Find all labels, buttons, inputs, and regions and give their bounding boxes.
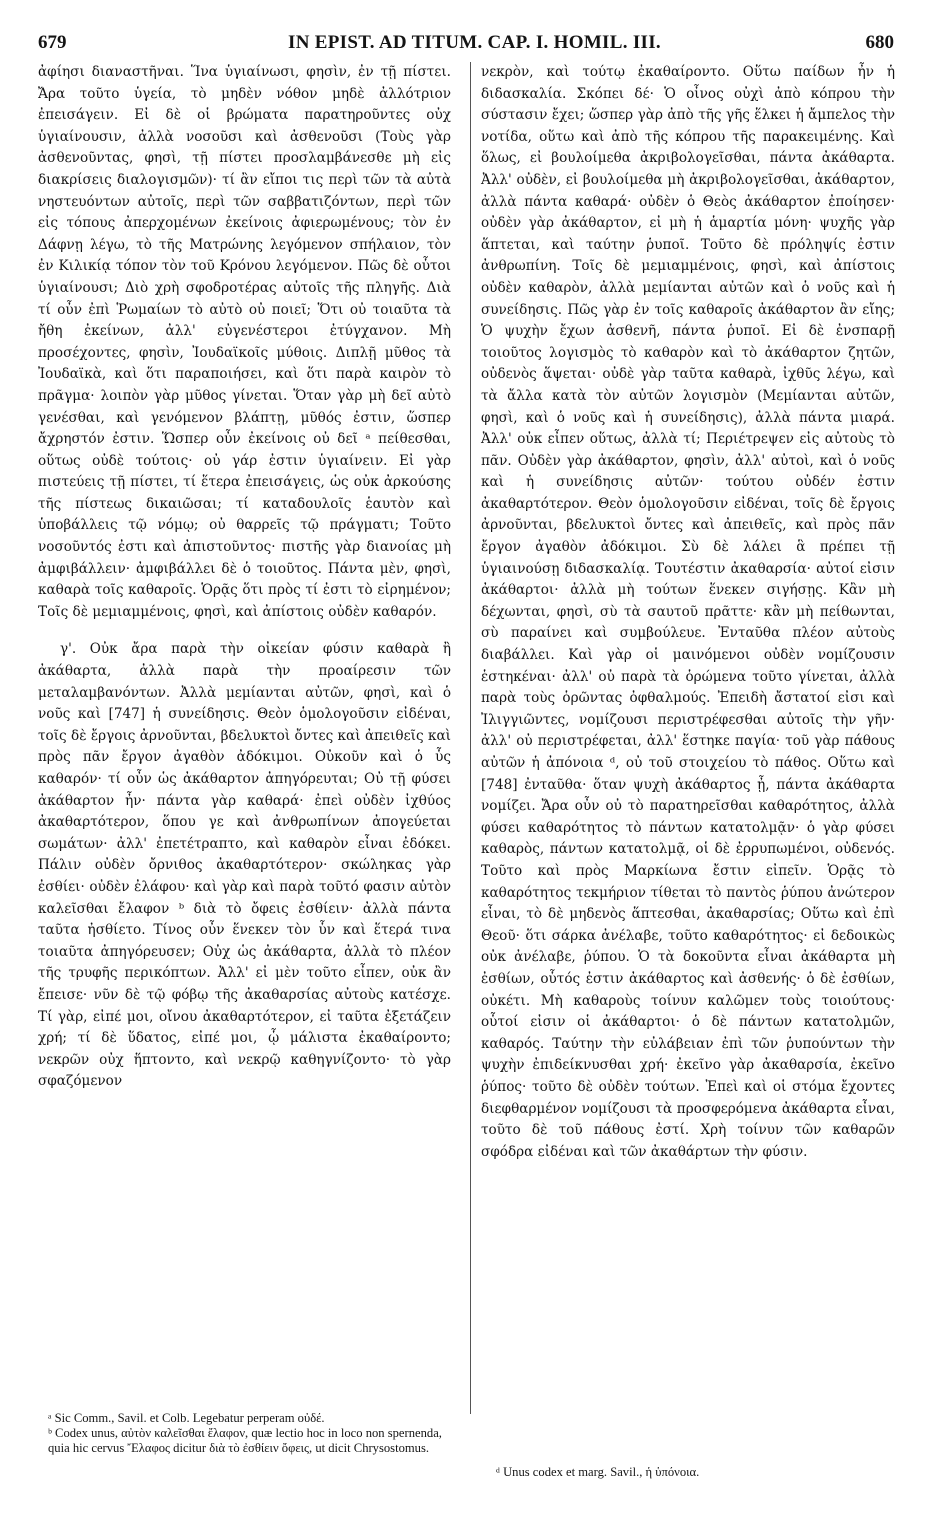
footnote-a: ᵃ Sic Comm., Savil. et Colb. Legebatur perperam οὐδέ. bbox=[48, 1411, 325, 1425]
running-title: IN EPIST. AD TITUM. CAP. I. HOMIL. III. bbox=[288, 32, 661, 53]
footnote-b: ᵇ Codex unus, αὐτὸν καλεῖσθαι ἔλαφον, quæ lectio hoc in loco non spernenda, quia hic cervus Ἔλαφος dicitur διὰ τὸ ἐσθίειν ὄφεις, ut dicit Chrysostomus. bbox=[48, 1426, 442, 1455]
left-column bbox=[38, 62, 451, 1093]
footnotes-left bbox=[48, 1411, 452, 1456]
page-number-right: 680 bbox=[865, 32, 894, 53]
paragraph: νεκρὸν, καὶ τούτῳ ἐκαθαίροντο. Οὕτω παίδων ἦν ἡ διδασκαλία. Σκόπει δέ· Ὁ οἶνος οὐχὶ ἀπὸ κόπρου τὴν σύστασιν ἔχει; ὥσπερ γὰρ ἀπὸ τῆς γῆς ἕλκει ἡ ἄμπελος τὴν νοτίδα, οὕτω καὶ ἀπὸ τῆς κόπρου τῆς παρακειμένης. Καὶ ὅλως, εἰ βουλοίμεθα ἀκριβολογεῖσθαι, πάντα ἀκάθαρτα. Ἀλλ' οὐδὲν, εἰ βουλοίμεθα μὴ ἀκριβολογεῖσθαι, ἀκάθαρτον, ἀλλὰ πάντα καθαρά· οὐδὲν ὁ Θεὸς ἀκάθαρτον ἐποίησεν· οὐδὲν γὰρ ἀκάθαρτον, εἰ μὴ ἡ ἁμαρτία μόνη· ψυχῆς γὰρ ἅπτεται, καὶ ταύτην ῥυποῖ. Τοῦτο δὲ πρόληψίς ἐστιν ἀνθρωπίνη. Τοῖς δὲ μεμιαμμένοις, φησὶ, καὶ ἀπίστοις οὐδὲν καθαρὸν, ἀλλὰ μεμίανται αὐτῶν καὶ ὁ νοῦς καὶ ἡ συνείδησις. Πῶς γὰρ ἐν τοῖς καθαροῖς ἀκάθαρτον ἂν εἴης; Ὁ ψυχὴν ἔχων ἀσθενῆ, πάντα ῥυποῖ. Εἰ δὲ ἐνσπαρῇ τοιοῦτος λογισμὸς τὸ καθαρὸν καὶ τὸ ἀκάθαρτον ζητῶν, οὐδενὸς ἅψεται· οὐδὲ γὰρ ταῦτα καθαρὰ, ἰχθῦς λέγω, καὶ τὰ ἄλλα κατὰ τὸν αὐτῶν λογισμὸν (Μεμίανται αὐτῶν, φησὶ, καὶ ὁ νοῦς καὶ ἡ συνείδησις), ἀλλὰ πάντα μιαρά. Ἀλλ' οὐκ εἶπεν οὕτως, ἀλλὰ τί; Περιέτρεψεν εἰς αὐτοὺς τὸ πᾶν. Οὐδὲν γὰρ ἀκάθαρτον, φησὶν, ἀλλ' αὐτοὶ, καὶ ὁ νοῦς καὶ ἡ συνείδησις αὐτῶν· τούτου οὐδέν ἐστιν ἀκαθαρτότερον. Θεὸν ὁμολογοῦσιν εἰδέναι, τοῖς δὲ ἔργοις ἀρνοῦνται, βδελυκτοὶ ὄντες καὶ ἀπειθεῖς, καὶ πρὸς πᾶν ἔργον ἀγαθὸν ἀδόκιμοι. Σὺ δὲ λάλει ἃ πρέπει τῇ ὑγιαινούσῃ διδασκαλίᾳ. Τουτέστιν ἀκαθαρσία· αὐτοί εἰσιν ἀκάθαρτοι· ἀλλὰ μὴ τούτων ἕνεκεν σιγήσῃς. Κἂν μὴ δέχωνται, φησὶ, σὺ τὰ σαυτοῦ πρᾶττε· κἂν μὴ πείθωνται, σὺ παραίνει καὶ συμβούλευε. Ἐνταῦθα πλέον αὐτοὺς διαβάλλει. Καὶ γὰρ οἱ μαινόμενοι οὐδὲν νομίζουσιν ἑστηκέναι· ἀλλ' οὐ παρὰ τὰ ὁρώμενα τοῦτο γίνεται, ἀλλὰ παρὰ τοὺς ὁρῶντας ὀφθαλμούς. Ἐπειδὴ ἄστατοί εἰσι καὶ Ἰλιγγιῶντες, νομίζουσι περιστρέφεσθαι αὐτοῖς τὴν γῆν· ἀλλ' οὐ περιστρέφεται, ἀλλ' ἕστηκε παγία· τοῦ γὰρ πάθους αὐτῶν ἡ ἀπόνοια ᵈ, οὐ τοῦ στοιχείου τὸ πάθος. Οὕτω καὶ [748] ἐνταῦθα· ὅταν ψυχὴ ἀκάθαρτος ᾖ, πάντα ἀκάθαρτα νομίζει. Ἄρα οὖν οὐ τὸ παρατηρεῖσθαι καθαρότητος, ἀλλὰ φύσει καθαρότητος τὸ πάντων κατατολμᾷν· ὁ γὰρ φύσει καθαρὸς, πάντων κατατολμᾷ, οἱ δὲ ἐρρυπωμένοι, οὐδενός. Τοῦτο καὶ πρὸς Μαρκίωνα ἔστιν εἰπεῖν. Ὁρᾷς τὸ καθαρότητος τεκμήριον τίθεται τὸ παντὸς ῥύπου ἀνώτερον εἶναι, τὸ δὲ μηδενὸς ἅπτεσθαι, ἀκαθαρσίας; Οὕτω καὶ ἐπὶ Θεοῦ· ὅτι σάρκα ἀνέλαβε, τοῦτο καθαρότητος· εἰ δεδοικὼς οὐκ ἀνέλαβε, ῥύπου. Ὁ τὰ δοκοῦντα εἶναι ἀκάθαρτα μὴ ἐσθίων, οὗτός ἐστιν ἀκάθαρτος καὶ ἀσθενής· ὁ δὲ ἐσθίων, οὐκέτι. Μὴ καθαροὺς τοίνυν καλῶμεν τοὺς τοιούτους· οὗτοί εἰσιν οἱ ἀκάθαρτοι· ὁ δὲ πάντων κατατολμῶν, καθαρός. Ταύτην τὴν εὐλάβειαν ἐπὶ τῶν ῥυπούντων τὴν ψυχὴν ἐπιδείκνυσθαι χρή· ἐκεῖνο γὰρ ἀκαθαρσία, ἐκεῖνο ῥύπος· τοῦτο δὲ οὐδὲν τούτων. Ἐπεὶ καὶ οἱ στόμα ἔχοντες διεφθαρμένον νομίζουσι τὰ προσφερόμενα ἀκάθαρτα εἶναι, τοῦτο δὲ τοῦ πάθους ἐστί. Χρὴ τοίνυν τῶν καθαρῶν σφόδρα εἰδέναι καὶ τῶν ἀκαθάρτων τὴν φύσιν. bbox=[481, 64, 895, 1160]
footnote-d: ᵈ Unus codex et marg. Savil., ἡ ὑπόνοια. bbox=[496, 1465, 700, 1479]
page-number-left: 679 bbox=[38, 32, 67, 53]
footnotes-right bbox=[496, 1465, 886, 1480]
paragraph: ἀφίησι διαναστῆναι. Ἵνα ὑγιαίνωσι, φησὶν, ἐν τῇ πίστει. Ἄρα τοῦτο ὑγεία, τὸ μηδὲν νόθον μηδὲ ἀλλότριον ἐπεισάγειν. Εἰ δὲ οἱ βρώματα παρατηροῦντες οὐχ ὑγιαίνουσιν, ἀλλὰ νοσοῦσι καὶ ἀσθενοῦσι (Τοὺς γὰρ ἀσθενοῦντας, φησὶ, τῇ πίστει προσλαμβάνεσθε μὴ εἰς διακρίσεις διαλογισμῶν)· τί ἂν εἴποι τις περὶ τῶν τὰ αὐτὰ νηστευόντων αὐτοῖς, περὶ τῶν σαββατιζόντων, περὶ τῶν εἰς τόπους ἀπερχομένων ἐκείνοις ἀφιερωμένους; τὸν ἐν Δάφνῃ λέγω, τὸ τῆς Ματρώνης λεγόμενον σπήλαιον, τὸν ἐν Κιλικίᾳ τόπον τὸν τοῦ Κρόνου λεγόμενον. Πῶς δὲ οὗτοι ὑγιαίνουσι; Διὸ χρὴ σφοδροτέρας αὐτοῖς τῆς πληγῆς. Διὰ τί οὖν ἐπὶ Ῥωμαίων τὸ αὐτὸ οὐ ποιεῖ; Ὅτι οὐ τοιαῦτα τὰ ἤθη ἐκείνων, ἀλλ' εὐγενέστεροι ἐτύγχανον. Μὴ προσέχοντες, φησὶν, Ἰουδαϊκοῖς μύθοις. Διπλῇ μῦθος τὰ Ἰουδαϊκὰ, καὶ ὅτι παραποιήσει, καὶ ὅτι παρὰ καιρὸν τὸ πρᾶγμα· λοιπὸν γὰρ μῦθος γίνεται. Ὅταν γὰρ μὴ δεῖ αὐτὸ γενέσθαι, καὶ γενόμενον βλάπτῃ, μῦθός ἐστιν, ὥσπερ ἄχρηστόν ἐστιν. Ὥσπερ οὖν ἐκείνοις οὐ δεῖ ᵃ πείθεσθαι, οὕτως οὐδὲ τούτοις· οὐ γάρ ἐστιν ὑγιαίνειν. Εἰ γὰρ πιστεύεις τῇ πίστει, τί ἕτερα ἐπεισάγεις, ὡς οὐκ ἀρκούσης τῆς πίστεως δικαιῶσαι; τί καταδουλοῖς ἑαυτὸν καὶ ὑποβάλλεις τῷ νόμῳ; οὐ θαρρεῖς τῷ πράγματι; Τοῦτο νοσοῦντός ἐστι καὶ ἀπιστοῦντος· πιστῆς γὰρ διανοίας μὴ ἀμφιβάλλειν· ἀμφιβάλλει δὲ ὁ τοιοῦτος. Πάντα μὲν, φησὶ, καθαρὰ τοῖς καθαροῖς. Ὁρᾷς ὅτι πρὸς τί ἐστι τὸ εἰρημένον; Τοῖς δὲ μεμιαμμένοις, φησὶ, καὶ ἀπίστοις οὐδὲν καθαρόν. bbox=[38, 64, 451, 620]
running-header bbox=[38, 32, 894, 56]
column-divider bbox=[470, 62, 471, 1414]
right-column bbox=[481, 62, 895, 1163]
paragraph-section-3: γ'. Οὐκ ἄρα παρὰ τὴν οἰκείαν φύσιν καθαρὰ ἢ ἀκάθαρτα, ἀλλὰ παρὰ τὴν προαίρεσιν τῶν μεταλαμβανόντων. Ἀλλὰ μεμίανται αὐτῶν, φησὶ, καὶ ὁ νοῦς καὶ [747] ἡ συνείδησις. Θεὸν ὁμολογοῦσιν εἰδέναι, τοῖς δὲ ἔργοις ἀρνοῦνται, βδελυκτοὶ ὄντες καὶ ἀπειθεῖς καὶ πρὸς πᾶν ἔργον ἀγαθὸν ἀδόκιμοι. Οὐκοῦν καὶ ὁ ὗς καθαρόν· τί οὖν ὡς ἀκάθαρτον ἀπηγόρευται; Οὐ τῇ φύσει ἀκάθαρτον ἦν· πάντα γὰρ καθαρά· ἐπεὶ οὐδὲν ἰχθύος ἀκαθαρτότερον, ὅπου γε καὶ ἀνθρωπίνων ἀπογεύεται σωμάτων· ἀλλ' ἐπετέτραπτο, καὶ καθαρὸν εἶναι ἐδόκει. Πάλιν οὐδὲν ὄρνιθος ἀκαθαρτότερον· σκώληκας γὰρ ἐσθίει· οὐδὲν ἐλάφου· καὶ γὰρ καὶ παρὰ τοῦτό φασιν αὐτὸν καλεῖσθαι ἔλαφον ᵇ διὰ τὸ ὄφεις ἐσθίειν· ἀλλὰ πάντα ταῦτα ἠσθίετο. Τίνος οὖν ἕνεκεν τὸν ὗν καὶ ἕτερά τινα τοιαῦτα ἀπηγόρευσεν; Οὐχ ὡς ἀκάθαρτα, ἀλλὰ τὸ πλέον τῆς τρυφῆς περικόπτων. Ἀλλ' εἰ μὲν τοῦτο εἶπεν, οὐκ ἂν ἔπεισε· νῦν δὲ τῷ φόβῳ τῆς ἀκαθαρσίας αὐτοὺς κατέσχε. Τί γὰρ, εἰπέ μοι, οἴνου ἀκαθαρτότερον, εἰ ταῦτα ἐξετάζειν χρή; τί δὲ ὕδατος, εἰπέ μοι, ᾧ μάλιστα ἐκαθαίροντο; νεκρῶν οὐχ ἥπτοντο, καὶ νεκρῷ καθηγνίζοντο· τὸ γὰρ σφαζόμενον bbox=[38, 641, 451, 1090]
